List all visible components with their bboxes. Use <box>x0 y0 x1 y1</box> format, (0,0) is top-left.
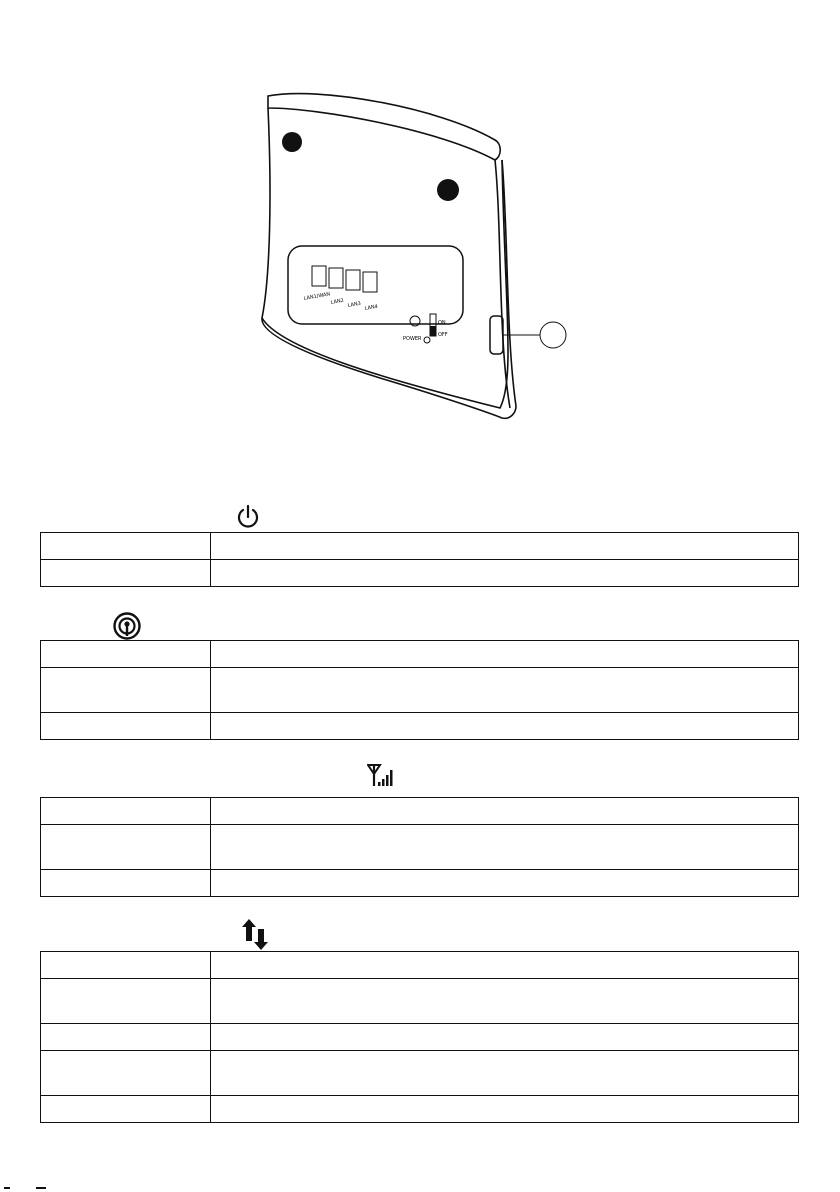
power-switch-knob <box>430 326 436 336</box>
description-cell <box>211 825 799 870</box>
signal-strength-icon <box>367 763 397 787</box>
port-label-lan1-wan: LAN1/WAN <box>303 291 331 302</box>
description-cell <box>211 870 799 897</box>
switch-off-label: OFF <box>438 332 448 338</box>
table-row <box>41 560 799 587</box>
state-cell <box>41 560 211 587</box>
router-rear-illustration <box>240 78 580 438</box>
table-row <box>41 1051 799 1096</box>
ethernet-ports <box>312 266 377 292</box>
port-lan1-wan <box>312 266 326 286</box>
table-row <box>41 798 799 825</box>
description-cell <box>211 952 799 979</box>
table-row <box>41 713 799 740</box>
state-cell <box>41 668 211 713</box>
table-row <box>41 825 799 870</box>
power-indicator-table <box>40 532 799 587</box>
table-row <box>41 641 799 668</box>
state-cell <box>41 952 211 979</box>
table-row <box>41 979 799 1024</box>
description-cell <box>211 798 799 825</box>
data-transfer-icon <box>241 919 271 951</box>
table-row <box>41 533 799 560</box>
state-cell <box>41 870 211 897</box>
wireless-indicator-table <box>40 640 799 740</box>
description-cell <box>211 713 799 740</box>
wifi-broadcast-icon <box>112 611 142 641</box>
state-cell <box>41 713 211 740</box>
data-indicator-table <box>40 951 799 1123</box>
state-cell <box>41 1051 211 1096</box>
port-lan4 <box>363 272 377 292</box>
port-label-lan3: LAN3 <box>347 300 362 309</box>
port-label-lan2: LAN2 <box>330 297 345 306</box>
screw-hole-right <box>437 179 459 201</box>
state-cell <box>41 825 211 870</box>
callout-circle <box>540 322 566 348</box>
signal-indicator-table <box>40 797 799 897</box>
port-lan2 <box>329 268 343 288</box>
power-icon <box>235 504 261 530</box>
side-slot <box>490 316 503 354</box>
switch-on-label: ON <box>438 320 446 326</box>
description-cell <box>211 1024 799 1051</box>
description-cell <box>211 1051 799 1096</box>
port-lan3 <box>346 270 360 290</box>
power-label: POWER <box>403 336 422 342</box>
port-panel <box>288 246 463 324</box>
state-cell <box>41 979 211 1024</box>
state-cell <box>41 1096 211 1123</box>
description-cell <box>211 641 799 668</box>
power-button <box>424 337 430 343</box>
router-drawing <box>240 78 580 438</box>
table-row <box>41 870 799 897</box>
table-row <box>41 1096 799 1123</box>
router-top-cap <box>268 94 500 160</box>
description-cell <box>211 560 799 587</box>
state-cell <box>41 641 211 668</box>
router-base <box>262 318 516 418</box>
screw-hole-left <box>282 132 302 152</box>
router-body <box>262 108 508 408</box>
description-cell <box>211 1096 799 1123</box>
page-edge-mark <box>0 1187 80 1190</box>
table-row <box>41 1024 799 1051</box>
state-cell <box>41 1024 211 1051</box>
description-cell <box>211 533 799 560</box>
state-cell <box>41 798 211 825</box>
description-cell <box>211 979 799 1024</box>
description-cell <box>211 668 799 713</box>
table-row <box>41 952 799 979</box>
table-row <box>41 668 799 713</box>
port-label-lan4: LAN4 <box>364 303 379 312</box>
state-cell <box>41 533 211 560</box>
